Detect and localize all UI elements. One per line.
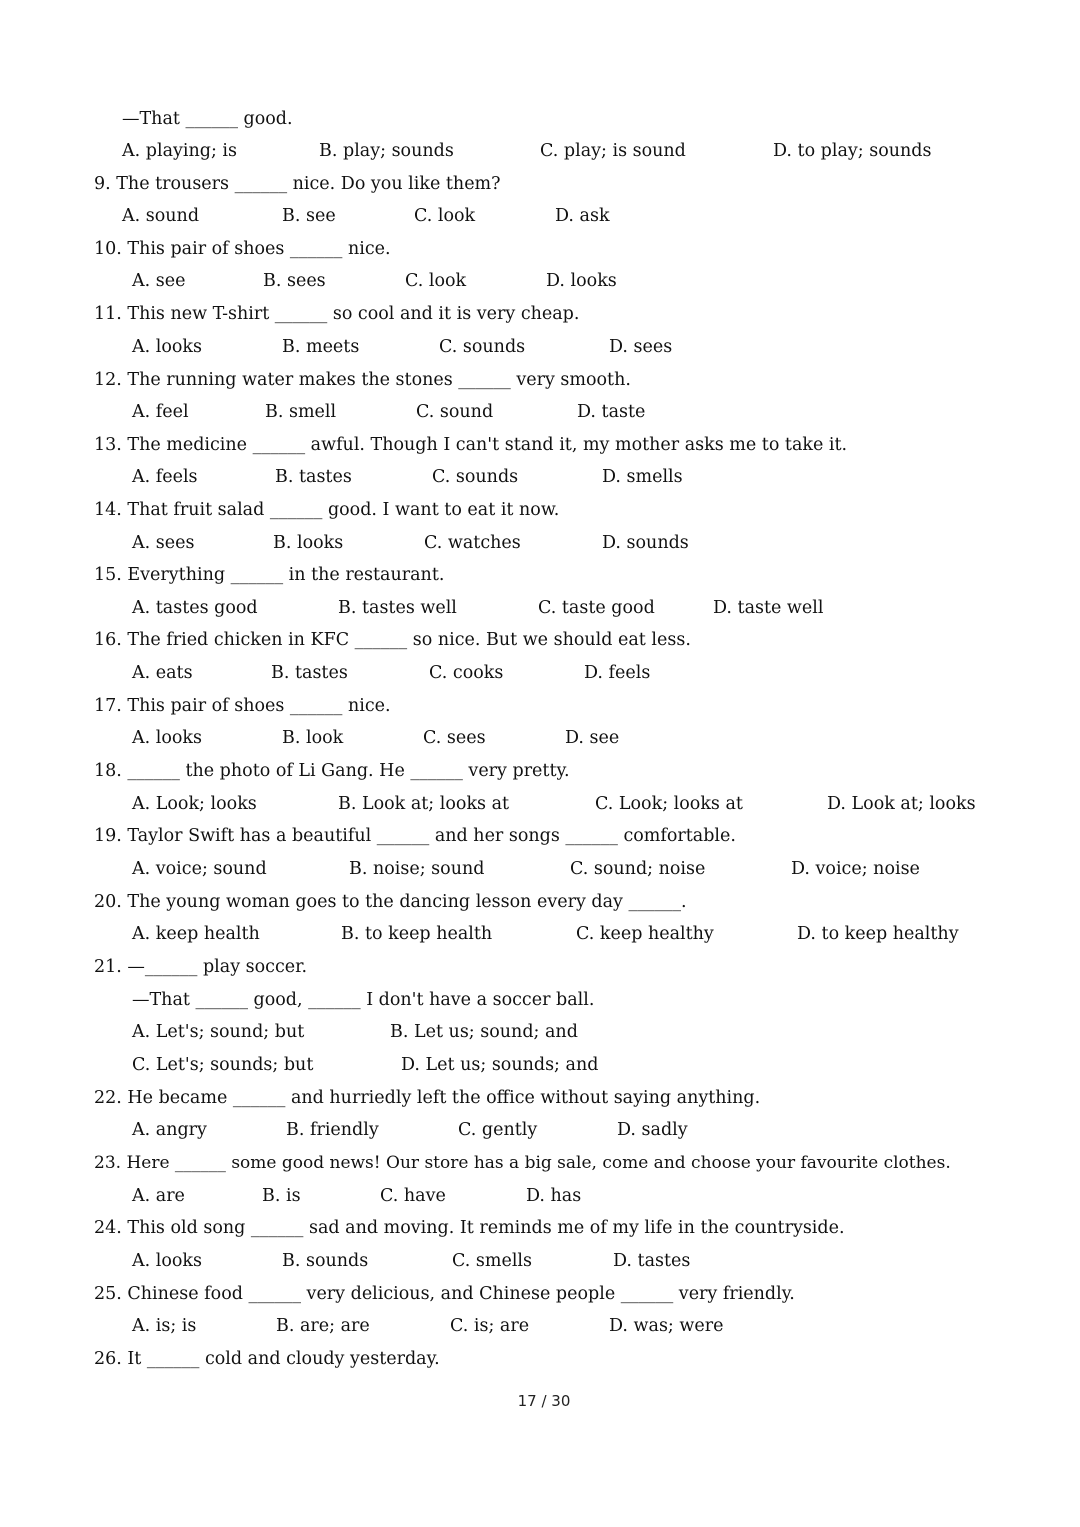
option-d[interactable]: D. feels — [584, 663, 651, 683]
option-b[interactable]: B. noise; sound — [349, 859, 485, 879]
option-a[interactable]: A. angry — [132, 1120, 207, 1140]
option-a[interactable]: A. looks — [132, 728, 203, 748]
option-d[interactable]: D. to play; sounds — [773, 141, 932, 161]
option-c[interactable]: C. is; are — [450, 1316, 530, 1336]
option-c[interactable]: C. sound; noise — [570, 859, 706, 879]
option-b[interactable]: B. are; are — [276, 1316, 370, 1336]
option-b[interactable]: B. tastes well — [338, 598, 457, 618]
option-a[interactable]: A. is; is — [132, 1316, 197, 1336]
option-b[interactable]: B. friendly — [286, 1120, 379, 1140]
option-b[interactable]: B. meets — [282, 337, 360, 357]
option-c[interactable]: C. look — [405, 271, 467, 291]
worksheet-page: —That ______ good. A. playing; is B. play; sounds C. play; is sound D. to play; sounds 9. The trousers ______ nice. Do you like them? A. sound B. see C. look D. ask 10. This pair of shoes ______ nice. A. see B. sees C. look D. looks 11. This new T-shirt ______ so cool and it is very cheap. A. looks B. meets C. sounds D. sees 12. The running water makes the stones ______ very smooth. A. feel B. smell C. sound D. taste 13. The medicine ______ awful. Though I can't stand it, my mother asks me to take it. A. feels B. tastes C. sounds D. smells 14. That fruit salad ______ good. I want to eat it now. A. sees B. looks C. watches D. sounds 15. Everything ______ in the restaurant. A. tastes good B. tastes well C. taste good D. taste well 16. The fried chicken in KFC ______ so nice. But we should eat less. A. eats B. tastes C. cooks D. feels 17. This pair of shoes ______ nice. A. looks B. look C. sees D. see 18. ______ the photo of Li Gang. He ______ very pretty. A. Look; looks B. Look at; looks at C. Look; looks at D. Look at; looks 19. Taylor Swift has a beautiful ______ and her songs ______ comfortable. A. voice; sound B. noise; sound C. sound; noise D. voice; noise 20. The young woman goes to the dancing lesson every day ______. A. keep health B. to keep health C. keep healthy D. to keep healthy 21. —______ play soccer. —That ______ good, ______ I don't have a soccer ball. A. Let's; sound; but B. Let us; sound; and C. Let's; sounds; but D. Let us; sounds; and 22. He became ______ and hurriedly left the office without saying anything. A. angry B. friendly C. gently D. sadly 23. Here ______ some good news! Our store has a big sale, come and choose your favourite clothes. A. are B. is C. have D. has 24. This old song ______ sad and moving. It reminds me of my life in the countryside. A. looks B. sounds C. smells D. tastes 25. Chinese food ______ very delicious, and Chinese people ______ very friendly. A. is; is B. are; are C. is; are D. was; were 26. It ______ cold and cloudy yesterday. 17 / 30 — [0, 0, 1080, 1527]
option-d[interactable]: D. tastes — [613, 1251, 691, 1271]
option-d[interactable]: D. Let us; sounds; and — [401, 1055, 599, 1075]
option-c[interactable]: C. taste good — [538, 598, 655, 618]
option-b[interactable]: B. play; sounds — [319, 141, 454, 161]
option-b[interactable]: B. look — [282, 728, 344, 748]
option-c[interactable]: C. Look; looks at — [595, 794, 743, 814]
option-d[interactable]: D. was; were — [609, 1316, 724, 1336]
option-d[interactable]: D. looks — [546, 271, 617, 291]
option-c[interactable]: C. sounds — [432, 467, 519, 487]
option-d[interactable]: D. Look at; looks — [827, 794, 976, 814]
option-b[interactable]: B. is — [262, 1186, 301, 1206]
option-a[interactable]: A. sees — [132, 533, 195, 553]
option-c[interactable]: C. sounds — [439, 337, 526, 357]
option-b[interactable]: B. Look at; looks at — [338, 794, 510, 814]
option-d[interactable]: D. see — [565, 728, 620, 748]
option-d[interactable]: D. to keep healthy — [797, 924, 959, 944]
option-c[interactable]: C. have — [380, 1186, 446, 1206]
option-b[interactable]: B. sounds — [282, 1251, 369, 1271]
option-a[interactable]: A. tastes good — [132, 598, 258, 618]
option-a[interactable]: A. voice; sound — [132, 859, 267, 879]
option-c[interactable]: C. sees — [423, 728, 486, 748]
option-a[interactable]: A. are — [132, 1186, 185, 1206]
option-b[interactable]: B. tastes — [275, 467, 352, 487]
option-c[interactable]: C. cooks — [429, 663, 504, 683]
option-b[interactable]: B. smell — [265, 402, 337, 422]
option-c[interactable]: C. watches — [424, 533, 521, 553]
option-b[interactable]: B. to keep health — [341, 924, 493, 944]
option-a[interactable]: A. Look; looks — [132, 794, 257, 814]
option-a[interactable]: A. looks — [132, 337, 203, 357]
option-d[interactable]: D. voice; noise — [791, 859, 920, 879]
option-a[interactable]: A. eats — [132, 663, 193, 683]
option-a[interactable]: A. feel — [132, 402, 189, 422]
option-b[interactable]: B. sees — [263, 271, 326, 291]
option-d[interactable]: D. ask — [555, 206, 610, 226]
option-d[interactable]: D. smells — [602, 467, 683, 487]
option-d[interactable]: D. sees — [609, 337, 673, 357]
option-b[interactable]: B. Let us; sound; and — [390, 1022, 578, 1042]
option-c[interactable]: C. Let's; sounds; but — [132, 1055, 314, 1075]
option-a[interactable]: A. playing; is — [122, 141, 237, 161]
option-d[interactable]: D. sadly — [617, 1120, 688, 1140]
option-d[interactable]: D. taste well — [713, 598, 824, 618]
option-a[interactable]: A. sound — [122, 206, 200, 226]
option-a[interactable]: A. Let's; sound; but — [132, 1022, 305, 1042]
option-a[interactable]: A. see — [132, 271, 186, 291]
option-c[interactable]: C. sound — [416, 402, 494, 422]
option-c[interactable]: C. gently — [458, 1120, 538, 1140]
option-d[interactable]: D. sounds — [602, 533, 689, 553]
page-number: 17 / 30 — [517, 1392, 571, 1410]
option-c[interactable]: C. play; is sound — [540, 141, 686, 161]
option-a[interactable]: A. keep health — [132, 924, 260, 944]
option-b[interactable]: B. tastes — [271, 663, 348, 683]
option-d[interactable]: D. has — [526, 1186, 582, 1206]
option-a[interactable]: A. feels — [132, 467, 198, 487]
option-b[interactable]: B. see — [282, 206, 336, 226]
option-b[interactable]: B. looks — [273, 533, 344, 553]
option-a[interactable]: A. looks — [132, 1251, 203, 1271]
option-d[interactable]: D. taste — [577, 402, 646, 422]
option-c[interactable]: C. keep healthy — [576, 924, 714, 944]
option-c[interactable]: C. smells — [452, 1251, 532, 1271]
option-c[interactable]: C. look — [414, 206, 476, 226]
